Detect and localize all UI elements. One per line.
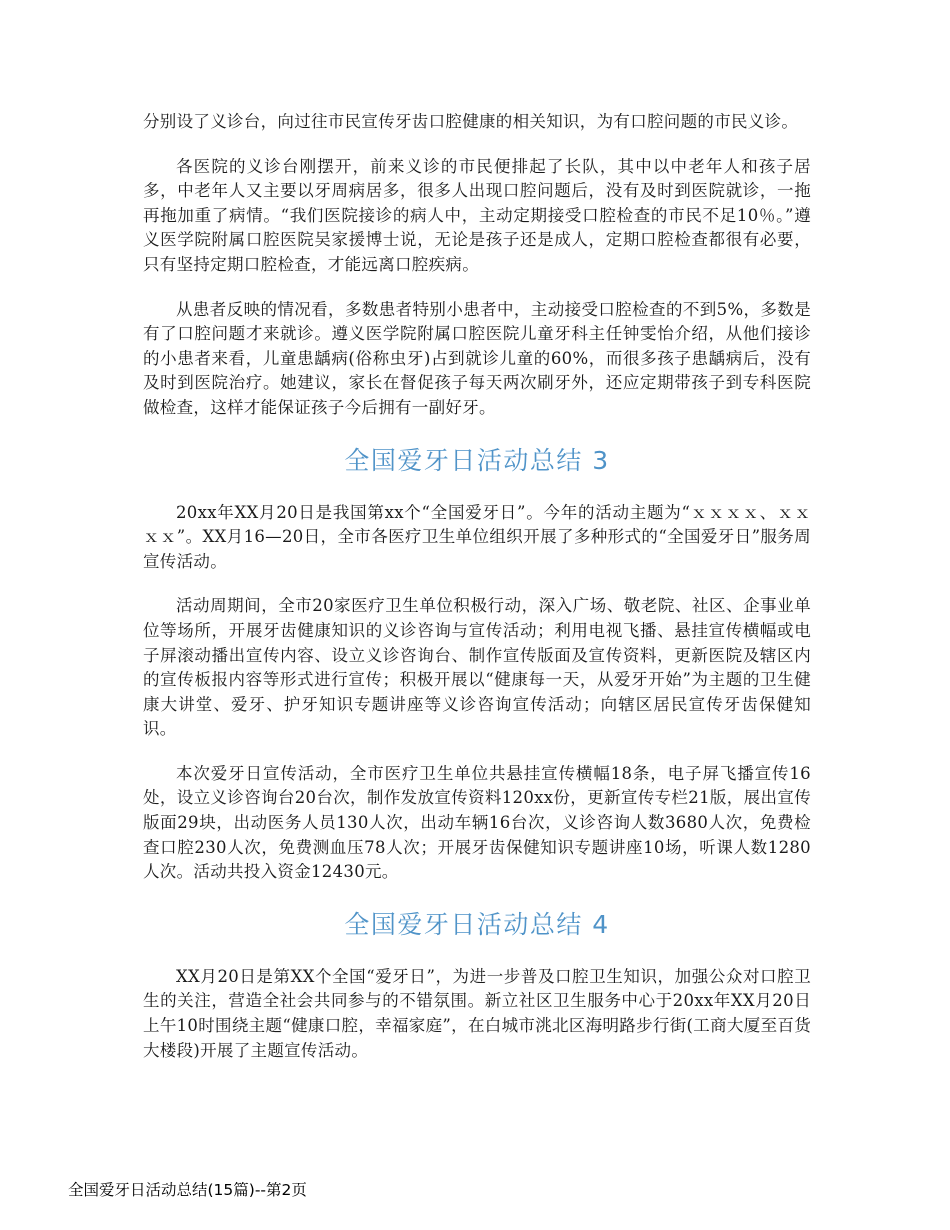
paragraph: 20xx年XX月20日是我国第xx个“全国爱牙日”。今年的活动主题为“ｘｘｘｘ、ｘｘｘｘ”。XX月16—20日，全市各医疗卫生单位组织开展了多种形式的“全国爱牙日”服务周宣传活动。 (143, 502, 811, 571)
document-body (143, 110, 811, 1083)
paragraph: 活动周期间，全市20家医疗卫生单位积极行动，深入广场、敬老院、社区、企事业单位等场所，开展牙齿健康知识的义诊咨询与宣传活动；利用电视飞播、悬挂宣传横幅或电子屏滚动播出宣传内容、设立义诊咨询台、制作宣传版面及宣传资料，更新医院及辖区内的宣传板报内容等形式进行宣传；积极开展以“健康每一天，从爱牙开始”为主题的卫生健康大讲堂、爱牙、护牙知识专题讲座等义诊咨询宣传活动；向辖区居民宣传牙齿保健知识。 (143, 596, 811, 739)
paragraph: XX月20日是第XX个全国“爱牙日”，为进一步普及口腔卫生知识，加强公众对口腔卫生的关注，营造全社会共同参与的不错氛围。新立社区卫生服务中心于20xx年XX月20日上午10时围绕主题“健康口腔，幸福家庭”，在白城市洮北区海明路步行街(工商大厦至百货大楼段)开展了主题宣传活动。 (143, 966, 811, 1060)
paragraph-continuation: 分别设了义诊台，向过往市民宣传牙齿口腔健康的相关知识，为有口腔问题的市民义诊。 (143, 112, 799, 131)
page-footer: 全国爱牙日活动总结(15篇)--第2页 (68, 1181, 307, 1199)
paragraph: 从患者反映的情况看，多数患者特别小患者中，主动接受口腔检查的不到5%，多数是有了口腔问题才来就诊。遵义医学院附属口腔医院儿童牙科主任钟雯怡介绍，从他们接诊的小患者来看，儿童患龋病(俗称虫牙)占到就诊儿童的60%，而很多孩子患龋病后，没有及时到医院治疗。她建议，家长在督促孩子每天两次刷牙外，还应定期带孩子到专科医院做检查，这样才能保证孩子今后拥有一副好牙。 (143, 299, 811, 417)
paragraph: 各医院的义诊台刚摆开，前来义诊的市民便排起了长队，其中以中老年人和孩子居多，中老年人又主要以牙周病居多，很多人出现口腔问题后，没有及时到医院就诊，一拖再拖加重了病情。“我们医院接诊的病人中，主动定期接受口腔检查的市民不足10％。”遵义医学院附属口腔医院吴家援博士说，无论是孩子还是成人，定期口腔检查都很有必要，只有坚持定期口腔检查，才能远离口腔疾病。 (143, 156, 811, 274)
section-heading-4: 全国爱牙日活动总结 4 (344, 909, 610, 939)
paragraph: 本次爱牙日宣传活动，全市医疗卫生单位共悬挂宣传横幅18条，电子屏飞播宣传16处，设立义诊咨询台20台次，制作发放宣传资料120xx份，更新宣传专栏21版，展出宣传版面29块，出动医务人员130人次，出动车辆16台次，义诊咨询人数3680人次，免费检查口腔230人次，免费测血压78人次；开展牙齿保健知识专题讲座10场，听课人数1280人次。活动共投入资金12430元。 (143, 763, 811, 882)
section-heading-3: 全国爱牙日活动总结 3 (344, 445, 610, 475)
